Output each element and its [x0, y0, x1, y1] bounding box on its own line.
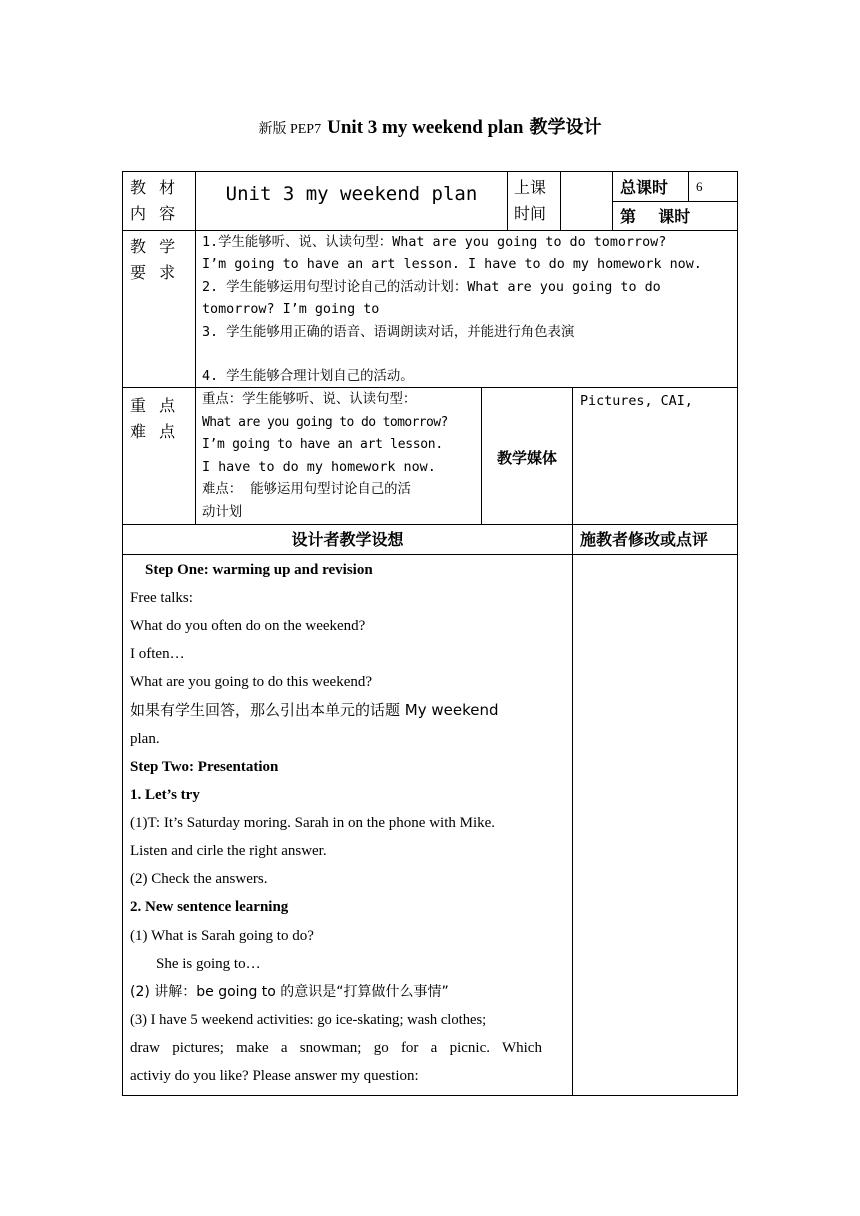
body-line: I often…: [130, 646, 185, 662]
label-line: 内 容: [130, 204, 180, 223]
body-line: (3) I have 5 weekend activities: go ice-skating; wash clothes;: [130, 1012, 487, 1028]
label-line: 教 材: [130, 178, 180, 197]
key-point-line: I’m going to have an art lesson.: [202, 437, 443, 453]
title-prefix: 新版 PEP7: [258, 122, 322, 137]
label-line: 重 点: [130, 396, 180, 415]
total-hours-value: 6: [696, 179, 703, 194]
teaching-requirements: [202, 232, 734, 389]
step-one-heading: Step One: warming up and revision: [145, 562, 373, 578]
label-class-time: [514, 177, 546, 225]
comment-header: 施教者修改或点评: [580, 530, 709, 549]
requirement-line: 1.学生能够听、说、认读句型：What are you going to do tomorrow?: [202, 235, 667, 250]
label-line: 难 点: [130, 422, 180, 441]
body-line: (1) What is Sarah going to do?: [130, 928, 314, 944]
document-title: [0, 113, 860, 139]
body-line: 如果有学生回答，那么引出本单元的话题 My weekend: [130, 701, 499, 719]
body-line: Free talks:: [130, 590, 193, 606]
body-line: draw pictures; make a snowman; go for a picnic. Which: [130, 1040, 542, 1056]
requirement-line: 3. 学生能够用正确的语音、语调朗读对话，并能进行角色表演: [202, 324, 575, 340]
body-line: (2) 讲解：be going to 的意识是“打算做什么事情”: [130, 984, 449, 1000]
label-line: 时间: [514, 204, 547, 223]
requirement-line: 2. 学生能够运用句型讨论自己的活动计划：What are you going to do: [202, 279, 661, 295]
title-suffix: 教学设计: [529, 117, 602, 138]
body-line: plan.: [130, 731, 160, 747]
label-line: 教 学: [130, 237, 180, 256]
requirement-line: tomorrow? I’m going to: [202, 302, 380, 318]
requirement-line: 4. 学生能够合理计划自己的活动。: [202, 369, 414, 385]
body-line: Listen and cirle the right answer.: [130, 843, 327, 859]
label-lesson-number: 第 课时: [620, 207, 691, 226]
section-heading: 2. New sentence learning: [130, 899, 289, 915]
body-line: She is going to…: [156, 956, 261, 972]
requirement-line: I’m going to have an art lesson. I have to do my homework now.: [202, 257, 702, 273]
key-point-line: 难点： 能够运用句型讨论自己的活: [202, 482, 411, 498]
label-material-content: [130, 177, 179, 225]
key-point-line: What are you going to do tomorrow?: [202, 414, 448, 430]
body-line: What do you often do on the weekend?: [130, 618, 366, 634]
body-line: activiy do you like? Please answer my question:: [130, 1068, 419, 1084]
design-header: 设计者教学设想: [291, 530, 404, 549]
title-main: Unit 3 my weekend plan: [327, 117, 524, 138]
unit-name: Unit 3 my weekend plan: [225, 183, 478, 205]
teaching-media-value: Pictures, CAI,: [580, 394, 693, 409]
key-point-line: 重点：学生能够听、说、认读句型：: [202, 392, 417, 407]
label-teaching-media: 教学媒体: [496, 449, 557, 467]
label-key-points: [130, 395, 179, 443]
key-point-line: I have to do my homework now.: [202, 459, 436, 475]
label-teaching-requirements: [130, 236, 179, 284]
label-line: 要 求: [130, 263, 180, 282]
body-line: (1)T: It’s Saturday moring. Sarah in on the phone with Mike.: [130, 815, 496, 831]
requirement-line: [202, 344, 734, 366]
step-two-heading: Step Two: Presentation: [130, 759, 279, 775]
body-line: (2) Check the answers.: [130, 871, 268, 887]
key-point-line: 动计划: [202, 504, 243, 520]
key-points: [202, 389, 480, 525]
label-total-hours: 总课时: [620, 178, 669, 197]
section-heading: 1. Let’s try: [130, 787, 200, 803]
body-line: What are you going to do this weekend?: [130, 674, 373, 690]
label-line: 上课: [514, 178, 547, 197]
